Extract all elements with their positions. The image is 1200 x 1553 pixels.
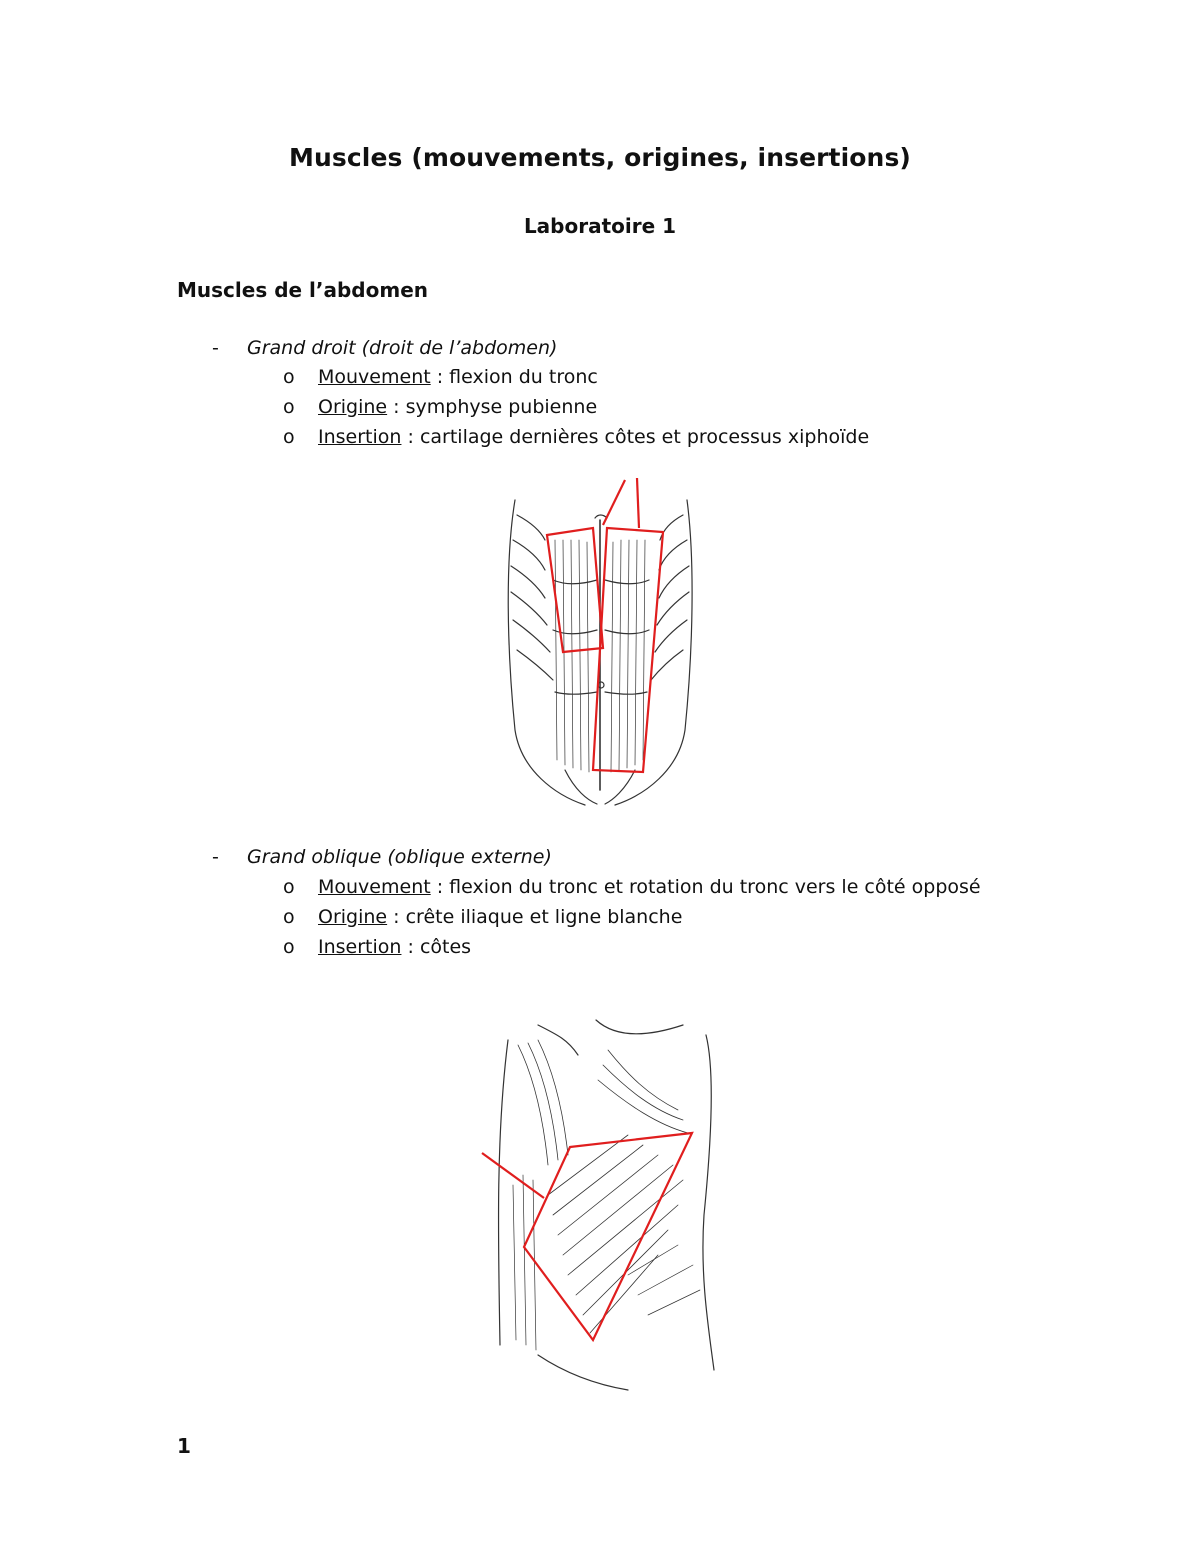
list-bullet: o <box>283 876 295 898</box>
property-separator: : <box>401 426 420 448</box>
list-bullet: o <box>283 396 295 418</box>
property-value: côtes <box>419 936 472 958</box>
document-title: Muscles (mouvements, origines, insertions) <box>289 143 911 172</box>
list-bullet: o <box>283 426 295 448</box>
property-label: Insertion <box>318 426 402 448</box>
page-number: 1 <box>177 1434 191 1458</box>
muscle-name: Grand oblique (oblique externe) <box>247 846 552 868</box>
list-dash: - <box>212 337 219 359</box>
property-label: Mouvement <box>318 876 431 898</box>
property-value: flexion du tronc et rotation du tronc vers le côté opposé <box>449 876 981 898</box>
property-separator: : <box>387 396 406 418</box>
property-value: flexion du tronc <box>449 366 598 388</box>
property-value: crête iliaque et ligne blanche <box>405 906 683 928</box>
property-separator: : <box>401 936 420 958</box>
property-separator: : <box>387 906 406 928</box>
list-bullet: o <box>283 936 295 958</box>
property-value: symphyse pubienne <box>405 396 598 418</box>
list-dash: - <box>212 846 219 868</box>
muscle-name: Grand droit (droit de l’abdomen) <box>247 337 558 359</box>
property-label: Origine <box>318 906 388 928</box>
section-title: Muscles de l’abdomen <box>177 278 428 302</box>
property-value: cartilage dernières côtes et processus xiphoïde <box>419 426 870 448</box>
property-separator: : <box>430 876 450 898</box>
property-label: Insertion <box>318 936 402 958</box>
external-oblique-illustration <box>478 1015 728 1400</box>
list-bullet: o <box>283 906 295 928</box>
list-bullet: o <box>283 366 295 388</box>
property-label: Origine <box>318 396 388 418</box>
rectus-abdominis-illustration <box>495 470 705 815</box>
document-subtitle: Laboratoire 1 <box>523 214 677 238</box>
property-separator: : <box>430 366 450 388</box>
property-label: Mouvement <box>318 366 431 388</box>
